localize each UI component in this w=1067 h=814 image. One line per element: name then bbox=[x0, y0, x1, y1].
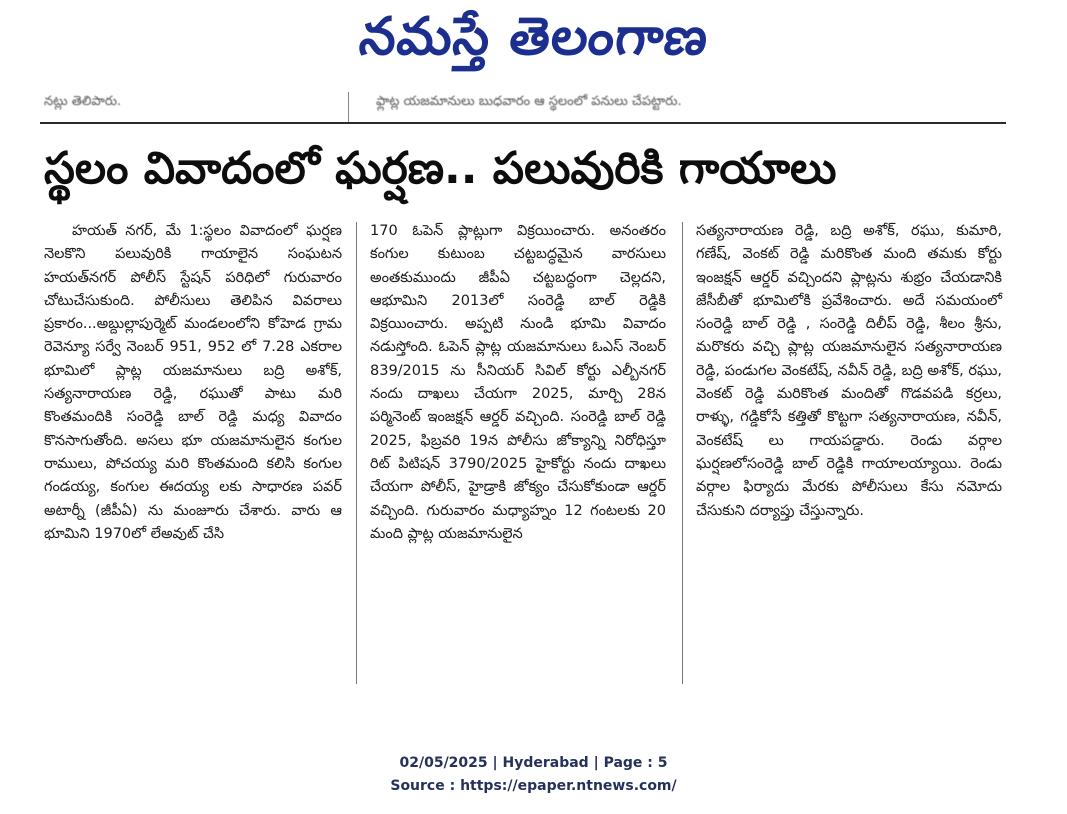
article-body bbox=[40, 220, 1006, 700]
newspaper-masthead bbox=[0, 4, 1067, 82]
article-column-2: 170 ఓపెన్ ప్లాట్లుగా విక్రయించారు. అనంతరం కంగుల కుటుంబ చట్టబద్ధమైన వారసులు అంతకుముందు జీపీఏ చట్టబద్ధంగా చెల్లదని, ఆభూమిని 2013లో సంరెడ్డి బాల్ రెడ్డికి విక్రయించారు. అప్పటి నుండి భూమి వివాదం నడుస్తోంది. ఓపెన్ ప్లాట్ల యజమానులు ఓఎస్ నెంబర్ 839/2015 ను సీనియర్ సివిల్ కోర్టు ఎల్బీనగర్ నందు దాఖలు చేయగా 2025, మార్చి 28న పర్మినెంట్ ఇంజక్షన్ ఆర్డర్ వచ్చింది. సంరెడ్డి బాల్ రెడ్డి 2025, ఫిబ్రవరి 19న పోలీసు జోక్యాన్ని నిరోధిస్తూ రిట్ పిటిషన్ 3790/2025 హైకోర్టు నందు దాఖలు చేయగా పోలీస్, హైడ్రాకి జోక్యం చేసుకోకుండా ఆర్డర్ వచ్చింది. గురువారం మధ్యాహ్నం 12 గంటలకు 20 మంది ప్లాట్ల యజమానులైన bbox=[370, 223, 666, 542]
page-footer bbox=[0, 752, 1067, 798]
source-line: Source : https://epaper.ntnews.com/ bbox=[390, 778, 677, 794]
date-city-page-line: 02/05/2025 | Hyderabad | Page : 5 bbox=[399, 755, 668, 771]
article-column-3: సత్యనారాయణ రెడ్డి, బద్రి అశోక్, రఘు, కుమారి, గణేష్, వెంకట్ రెడ్డి మరికొంత మంది తమకు కోర్టు ఇంజక్షన్ ఆర్డర్ వచ్చిందని ప్లాట్లను శుభ్రం చేయడానికి జేసీబీతో భూమిలోకి ప్రవేశించారు. అదే సమయంలో సంరెడ్డి బాల్ రెడ్డి , సంరెడ్డి దిలీప్ రెడ్డి, శీలం శ్రీను, మరొకరు వచ్చి ప్లాట్ల యజమానులైన సత్యనారాయణ రెడ్డి, పండుగల వెంకటేష్, నవీన్ రెడ్డి, బద్రి అశోక్, రఘు, వెంకట్ రెడ్డి మరికొంత మందితో గొడవపడి కర్రలు, రాళ్ళు, గడ్డికోసే కత్తితో కొట్టగా సత్యనారాయణ, నవీన్, వెంకటేష్ లు గాయపడ్డారు. రెండు వర్గాల ఘర్షణలోసంరెడ్డి బాల్ రెడ్డికి గాయాలయ్యాయి. రెండు వర్గాల ఫిర్యాదు మేరకు పోలీసులు కేసు నమోదు చేసుకుని దర్యాప్తు చేస్తున్నారు. bbox=[696, 223, 1002, 519]
column-divider bbox=[682, 222, 683, 684]
cut-line-right-text: ఫ్లాట్ల యజమానులు బుధవారం ఆ స్థలంలో పనులు చేపట్టారు. bbox=[376, 94, 682, 109]
article-column-1: హయత్ నగర్, మే 1:స్థలం వివాదంలో ఘర్షణ నెలకొని పలువురికి గాయాలైన సంఘటన హయత్‌నగర్ పోలీస్ స్టేషన్ పరిధిలో గురువారం చోటుచేసుకుంది. పోలీసులు తెలిపిన వివరాలు ప్రకారం...అబ్దుల్లాపుర్మెట్ మండలంలోని కోహెడ గ్రామ రెవెన్యూ సర్వే నెంబర్ 951, 952 లో 7.28 ఎకరాల భూమిలో ప్లాట్ల యజమానులు బద్రి అశోక్, సత్యనారాయణ రెడ్డి, రఘుతో పాటు మరి కొంతమందికి సంరెడ్డి బాల్ రెడ్డి మధ్య వివాదం కొనసాగుతోంది. అసలు భూ యజమానులైన కంగుల రాములు, పోచయ్య మరి కొంతమంది కలిసి కంగుల గండయ్య, కంగుల ఈదయ్య లకు సాధారణ పవర్ అటార్నీ (జీపీఏ) ను మంజూరు చేశారు. వారు ఆ భూమిని 1970లో లేఅవుట్ చేసి bbox=[44, 223, 342, 542]
article-clipping bbox=[40, 92, 1006, 704]
column-divider bbox=[356, 222, 357, 684]
article-headline: స్థలం వివాదంలో ఘర్షణ.. పలువురికి గాయాలు bbox=[44, 143, 837, 194]
column-divider bbox=[348, 92, 349, 122]
masthead-logo: నమస్తే తెలంగాణ bbox=[356, 6, 712, 67]
article-top-rule bbox=[40, 122, 1006, 124]
cut-line-left-text: నట్లు తెలిపారు. bbox=[44, 94, 122, 109]
previous-article-cut-line bbox=[40, 92, 1006, 112]
